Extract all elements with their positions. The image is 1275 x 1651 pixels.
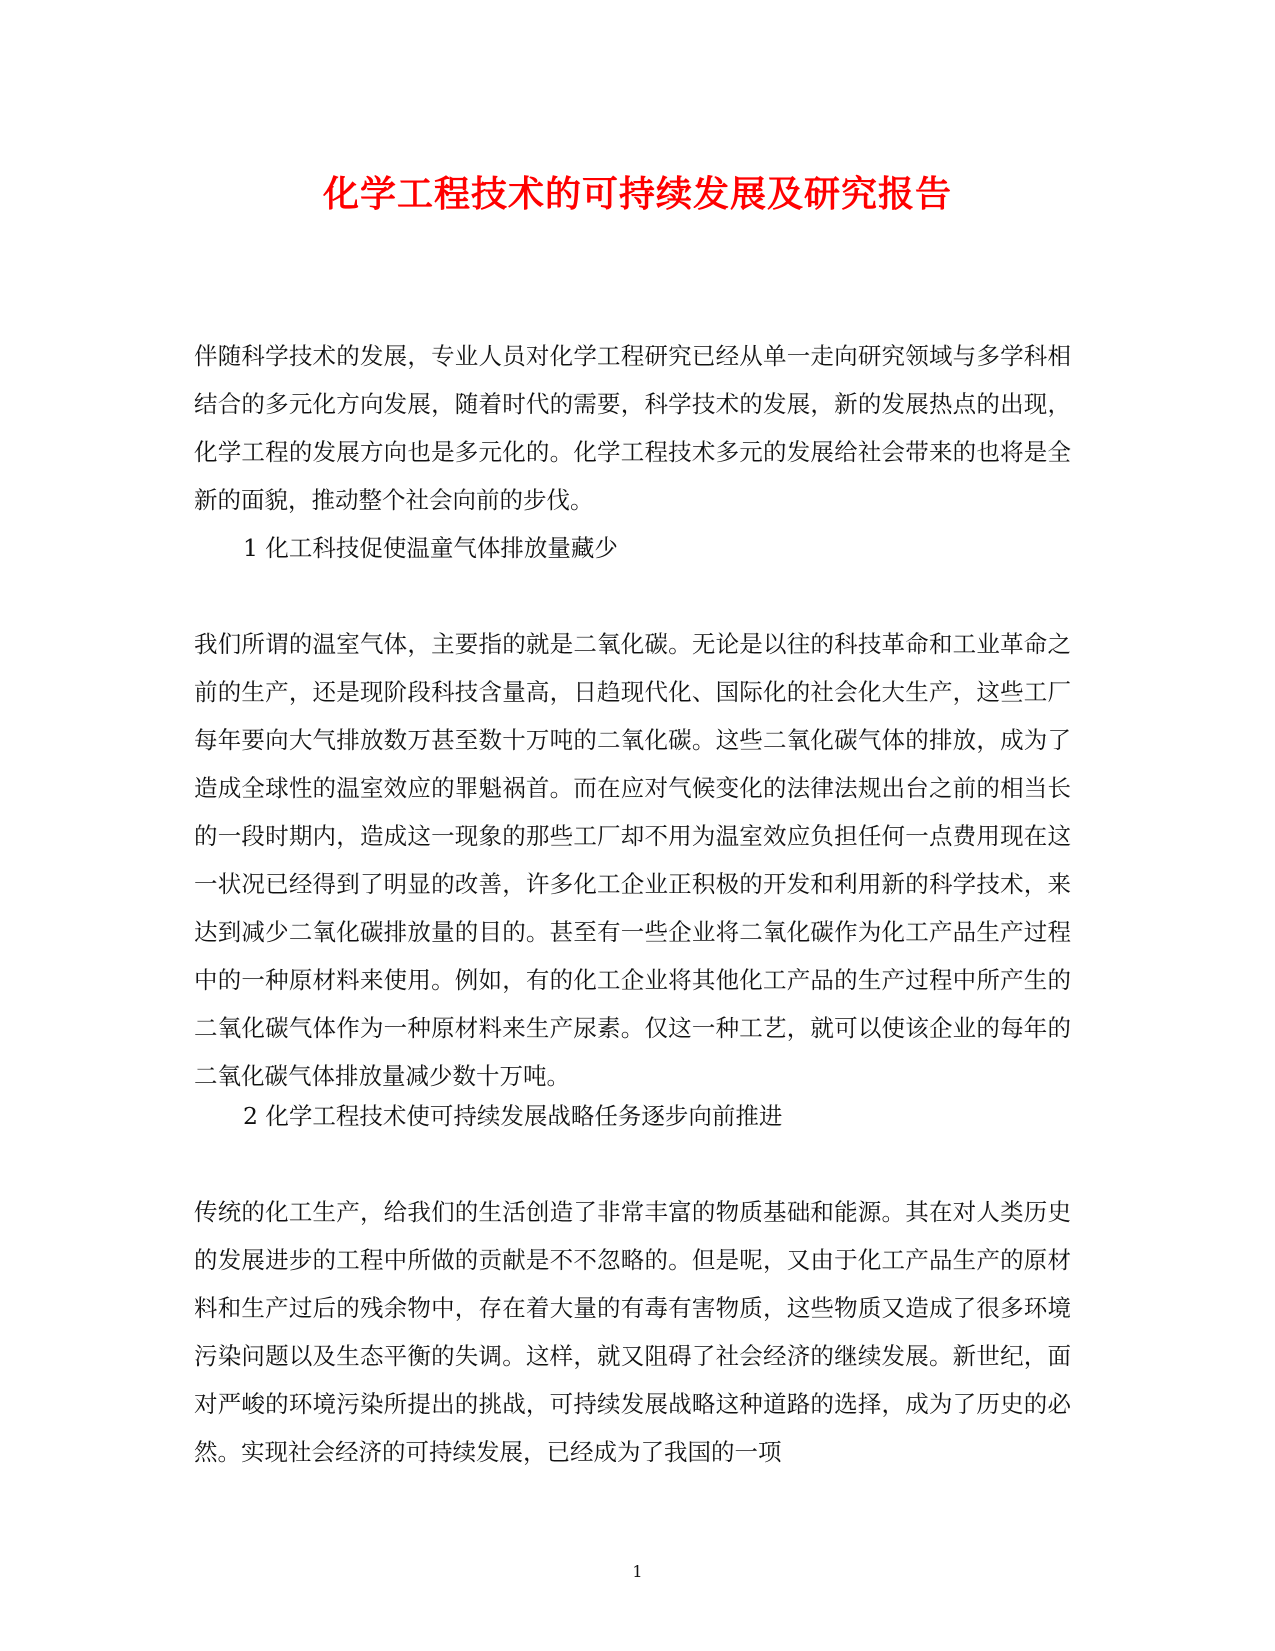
page-number: 1 [632, 1562, 643, 1581]
section-heading-1: 1 化工科技促使温童气体排放量藏少 [243, 534, 618, 562]
paragraph-greenhouse: 我们所谓的温室气体，主要指的就是二氧化碳。无论是以往的科技革命和工业革命之前的生产，还是现阶段科技含量高，日趋现代化、国际化的社会化大生产，这些工厂每年要向大气排放数万甚至数十万吨的二氧化碳。这些二氧化碳气体的排放，成为了造成全球性的温室效应的罪魁祸首。而在应对气候变化的法律法规出台之前的相当长的一段时期内，造成这一现象的那些工厂却不用为温室效应负担任何一点费用现在这一状况已经得到了明显的改善，许多化工企业正积极的开发和利用新的科学技术，来达到减少二氧化碳排放量的目的。甚至有一些企业将二氧化碳作为化工产品生产过程中的一种原材料来使用。例如，有的化工企业将其他化工产品的生产过程中所产生的二氧化碳气体作为一种原材料来生产尿素。仅这一种工艺，就可以使该企业的每年的二氧化碳气体排放量减少数十万吨。 [194, 630, 1071, 1090]
paragraph-intro: 伴随科学技术的发展，专业人员对化学工程研究已经从单一走向研究领域与多学科相结合的多元化方向发展，随着时代的需要，科学技术的发展，新的发展热点的出现，化学工程的发展方向也是多元化的。化学工程技术多元的发展给社会带来的也将是全新的面貌，推动整个社会向前的步伐。 [194, 342, 1071, 514]
paragraph-traditional-chemical: 传统的化工生产，给我们的生活创造了非常丰富的物质基础和能源。其在对人类历史的发展进步的工程中所做的贡献是不不忽略的。但是呢，又由于化工产品生产的原材料和生产过后的残余物中，存在着大量的有毒有害物质，这些物质又造成了很多环境污染问题以及生态平衡的失调。这样，就又阻碍了社会经济的继续发展。新世纪，面对严峻的环境污染所提出的挑战，可持续发展战略这种道路的选择，成为了历史的必然。实现社会经济的可持续发展，已经成为了我国的一项 [194, 1198, 1071, 1466]
section-heading-2: 2 化学工程技术使可持续发展战略任务逐步向前推进 [243, 1102, 783, 1130]
document-title: 化学工程技术的可持续发展及研究报告 [322, 173, 952, 215]
